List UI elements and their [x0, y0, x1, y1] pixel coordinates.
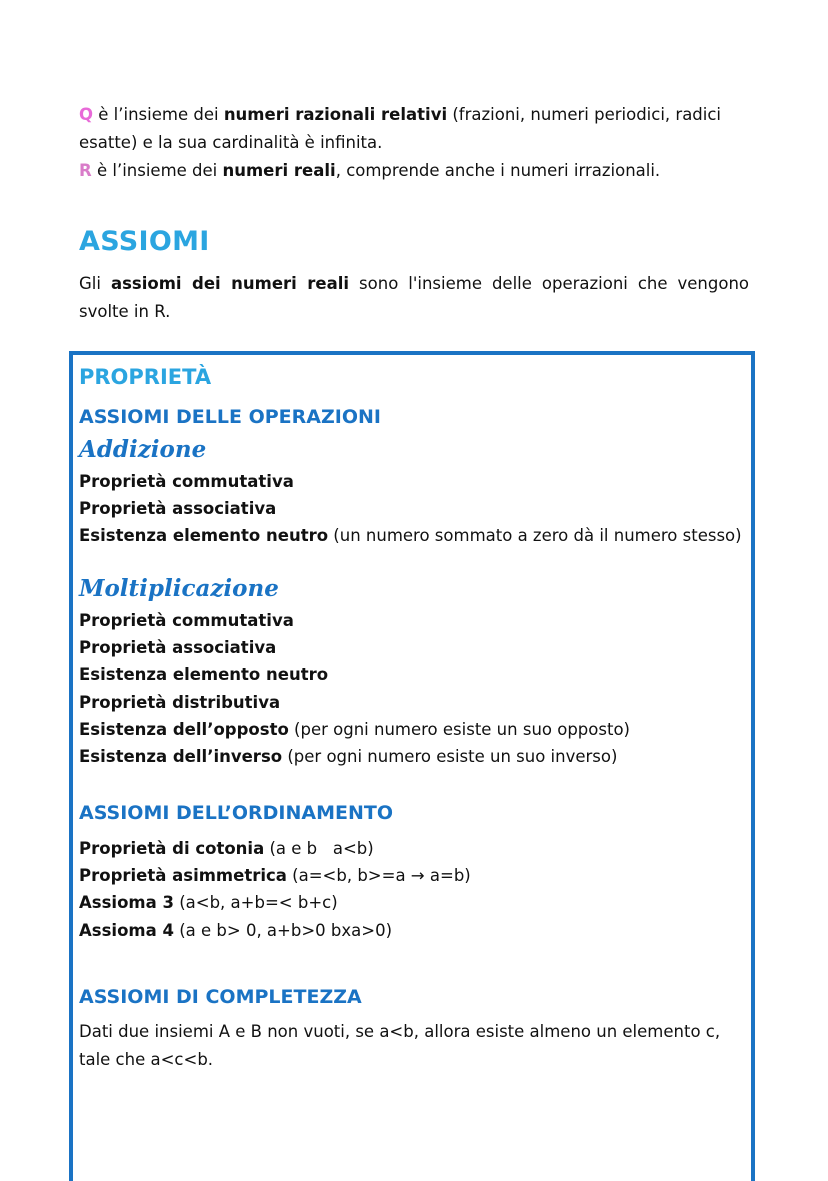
q-bold: numeri razionali relativi: [223, 105, 448, 124]
list-item: Assioma 3 (a<b, a+b=< b+c): [79, 893, 338, 913]
r-text-post: , comprende anche i numeri irrazionali.: [335, 161, 661, 180]
list-item: Assioma 4 (a e b> 0, a+b>0 bxa>0): [79, 920, 393, 940]
moltiplicazione-heading: Moltiplicazione: [79, 575, 279, 602]
assiomi-text-post: sono l'insieme delle operazioni che vengono svolte in R.: [79, 274, 749, 321]
list-item: Proprietà commutativa: [79, 472, 294, 491]
completezza-heading: ASSIOMI DI COMPLETEZZA: [79, 986, 362, 1008]
q-text-post: (frazioni, numeri periodici, radici esatte) e la sua cardinalità è infinita.: [79, 105, 722, 152]
q-letter: Q: [79, 105, 94, 124]
ordinamento-list: [79, 835, 749, 944]
assiomi-paragraph: [79, 270, 749, 326]
addizione-list: [79, 468, 749, 550]
addizione-heading: Addizione: [79, 436, 207, 463]
r-definition: [79, 157, 749, 185]
q-definition: [79, 101, 749, 157]
moltiplicazione-list: [79, 607, 749, 770]
assiomi-text-pre: Gli: [79, 274, 111, 293]
operazioni-heading: ASSIOMI DELLE OPERAZIONI: [79, 406, 381, 428]
list-item: Esistenza dell’opposto (per ogni numero esiste un suo opposto): [79, 719, 630, 739]
completezza-paragraph: Dati due insiemi A e B non vuoti, se a<b, allora esiste almeno un elemento c, tale che a<c<b.: [79, 1022, 721, 1069]
r-bold: numeri reali: [222, 161, 336, 180]
list-item: Proprietà commutativa: [79, 611, 294, 630]
assiomi-heading: ASSIOMI: [79, 226, 210, 257]
list-item: Esistenza dell’inverso (per ogni numero esiste un suo inverso): [79, 747, 618, 767]
list-item: Esistenza elemento neutro (un numero sommato a zero dà il numero stesso): [79, 526, 742, 546]
list-item: Proprietà distributiva: [79, 692, 281, 712]
list-item: Proprietà di cotonia (a e b a<b): [79, 839, 374, 858]
ordinamento-heading: ASSIOMI DELL’ORDINAMENTO: [79, 802, 393, 824]
r-text-pre: è l’insieme dei: [91, 161, 223, 180]
list-item: Proprietà asimmetrica (a=<b, b>=a → a=b): [79, 866, 471, 886]
list-item: Esistenza elemento neutro: [79, 665, 329, 685]
proprieta-heading: PROPRIETÀ: [79, 365, 212, 389]
assiomi-bold: assiomi dei numeri reali: [110, 274, 350, 293]
intro-paragraph: [79, 101, 749, 185]
list-item: Proprietà associativa: [79, 499, 277, 519]
r-letter: R: [79, 161, 92, 180]
q-text-pre: è l’insieme dei: [93, 105, 224, 124]
list-item: Proprietà associativa: [79, 638, 277, 658]
